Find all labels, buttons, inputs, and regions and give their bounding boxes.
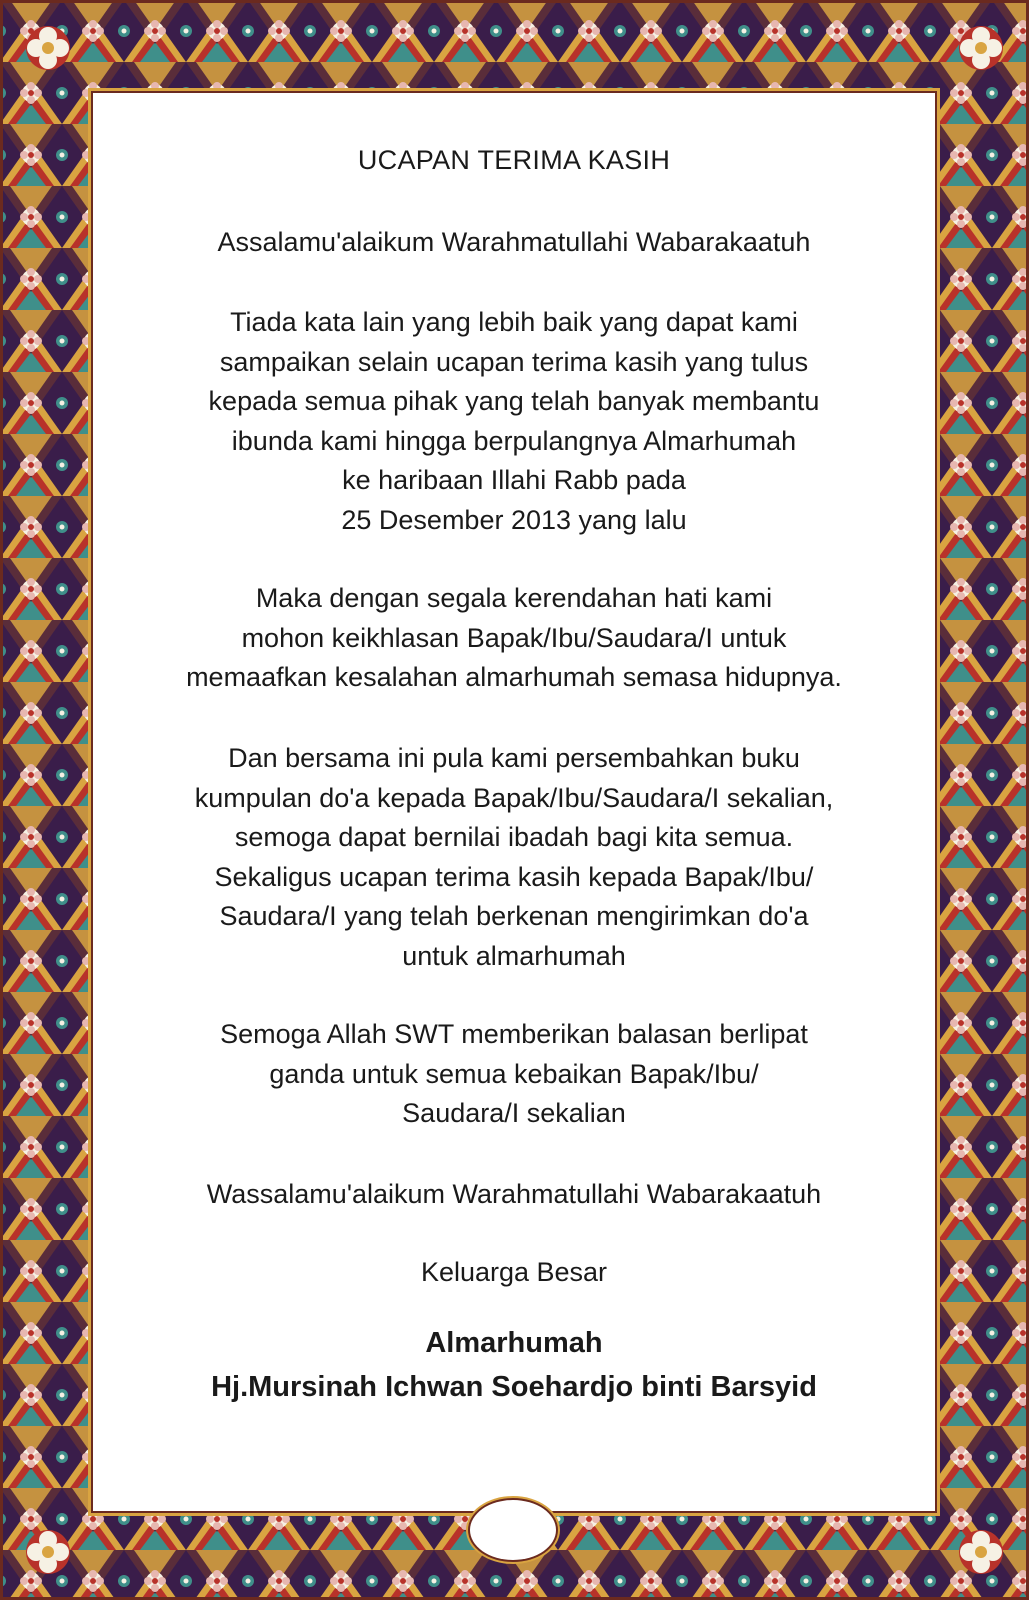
- text-line: Sekaligus ucapan terima kasih kepada Bapak/Ibu/: [214, 861, 814, 892]
- text-line: semoga dapat bernilai ibadah bagi kita semua.: [234, 822, 794, 852]
- text-line: Semoga Allah SWT memberikan balasan berlipat: [220, 1019, 808, 1049]
- text-line: Saudara/I yang telah berkenan mengirimkan do'a: [219, 901, 809, 931]
- greeting-close: Wassalamu'alaikum Warahmatullahi Wabarakaatuh: [206, 1179, 822, 1209]
- from-label: Keluarga Besar: [420, 1257, 608, 1287]
- text-line: 25 Desember 2013 yang lalu: [341, 504, 687, 535]
- text-line: Saudara/I sekalian: [402, 1098, 626, 1128]
- flower-medallion-icon: [26, 26, 70, 70]
- text-line: ganda untuk semua kebaikan Bapak/Ibu/: [269, 1058, 759, 1089]
- text-line: Tiada kata lain yang lebih baik yang dapat kami: [230, 307, 798, 337]
- text-line: kepada semua pihak yang telah banyak membantu: [208, 386, 820, 416]
- signature-line: Almarhumah: [425, 1327, 603, 1359]
- text-line: memaafkan kesalahan almarhumah semasa hidupnya.: [186, 662, 842, 692]
- flower-medallion-icon: [26, 1530, 70, 1574]
- paragraph-forgiveness: [93, 579, 935, 698]
- text-line: sampaikan selain ucapan terima kasih yang tulus: [219, 346, 809, 377]
- text-line: kumpulan do'a kepada Bapak/Ibu/Saudara/I sekalian,: [194, 782, 834, 813]
- bottom-medallion: [470, 1500, 556, 1560]
- signature: [93, 1321, 935, 1409]
- paragraph-prayer-book: [93, 739, 935, 976]
- flower-medallion-icon: [959, 26, 1003, 70]
- text-line: ibunda kami hingga berpulangnya Almarhumah: [231, 425, 797, 456]
- paragraph-blessing: [93, 1015, 935, 1134]
- flower-medallion-icon: [959, 1530, 1003, 1574]
- text-line: Maka dengan segala kerendahan hati kami: [255, 583, 773, 613]
- page-title: UCAPAN TERIMA KASIH: [357, 145, 671, 175]
- greeting-open: Assalamu'alaikum Warahmatullahi Wabarakaatuh: [217, 227, 811, 257]
- signature-name: Hj.Mursinah Ichwan Soehardjo binti Barsyid: [211, 1371, 817, 1403]
- paragraph-thanks: [93, 303, 935, 540]
- text-line: mohon keikhlasan Bapak/Ibu/Saudara/I untuk: [241, 622, 787, 653]
- text-line: untuk almarhumah: [402, 940, 626, 971]
- text-line: Dan bersama ini pula kami persembahkan buku: [228, 743, 800, 773]
- message-panel: [93, 93, 935, 1511]
- text-line: ke haribaan Illahi Rabb pada: [342, 465, 686, 495]
